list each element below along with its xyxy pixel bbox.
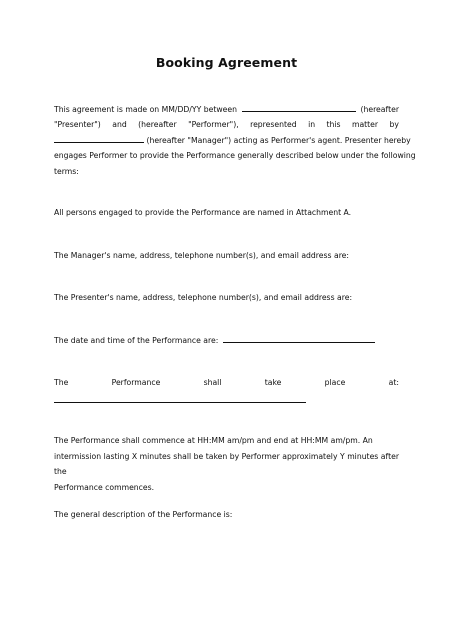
presenter-clause: The Presenter's name, address, telephone number(s), and email address are: [54, 293, 353, 302]
intro-word: (hereafter [138, 120, 177, 129]
intro-word: and [112, 120, 127, 129]
document-title: Booking Agreement [155, 55, 298, 70]
intro-line-4: engages Performer to provide the Performance generally described below under the following [54, 151, 416, 160]
datetime-blank [223, 333, 375, 343]
commence-clause [54, 433, 399, 495]
intro-word: in [308, 120, 316, 129]
place-word: at: [388, 378, 399, 387]
intro-word: by [389, 120, 399, 129]
manager-blank [54, 133, 144, 143]
intro-line-1 [54, 102, 399, 118]
intro-line-2 [54, 117, 399, 133]
place-word: shall [203, 378, 222, 387]
commence-text-1: The Performance shall commence at HH:MM am/pm and end at HH:MM am/pm. An [54, 436, 373, 445]
intro-word: matter [351, 120, 379, 129]
between-blank [242, 102, 356, 112]
commence-line-3: Performance commences. [54, 482, 155, 492]
place-clause [54, 375, 399, 391]
description-clause: The general description of the Performance is: [54, 510, 233, 519]
intro-text-3: (hereafter "Manager") acting as Performer's agent. Presenter hereby [146, 136, 411, 145]
intro-word: "Performer"), [188, 120, 239, 129]
place-word: place [324, 378, 346, 387]
attachment-clause: All persons engaged to provide the Performance are named in Attachment A. [54, 208, 352, 217]
place-word: The [54, 378, 69, 387]
datetime-clause [54, 333, 399, 349]
manager-clause: The Manager's name, address, telephone number(s), and email address are: [54, 251, 349, 260]
intro-line-3 [54, 133, 411, 149]
intro-word: "Presenter") [54, 120, 101, 129]
datetime-label: The date and time of the Performance are: [54, 336, 219, 345]
intro-text-1b: (hereafter [360, 105, 399, 114]
place-word: Performance [111, 378, 161, 387]
intro-word: represented [250, 120, 297, 129]
intro-line-5: terms: [54, 167, 79, 176]
intro-text-1a: This agreement is made on MM/DD/YY between [54, 105, 237, 114]
place-blank [54, 402, 306, 403]
commence-line-1 [54, 433, 399, 449]
intro-word: this [326, 120, 341, 129]
commence-line-2: intermission lasting X minutes shall be taken by Performer approximately Y minutes after the [54, 451, 399, 476]
place-word: take [264, 378, 282, 387]
